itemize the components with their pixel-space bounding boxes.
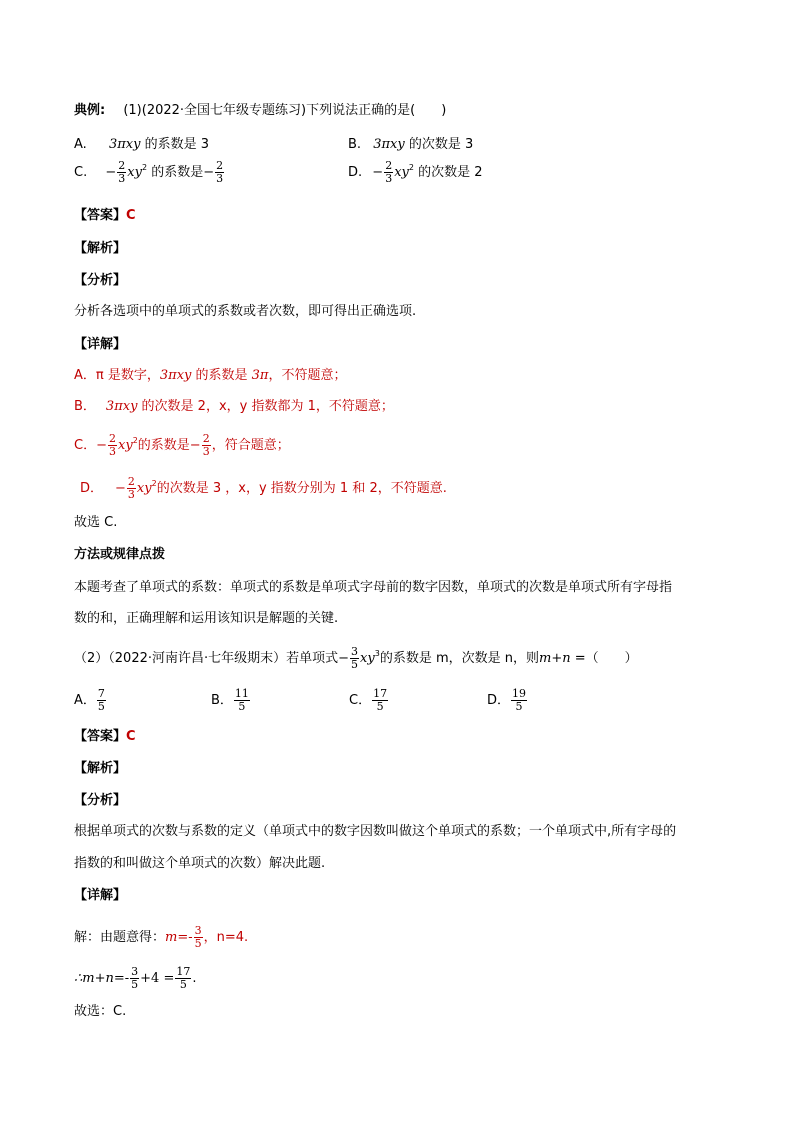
option-b: B. 3πxy 的次数是 3 [348,137,474,152]
fenxi-1-text: 分析各选项中的单项式的系数或者次数，即可得出正确选项. [74,304,417,319]
detail-1-label: 【详解】 [74,337,127,352]
q2-option-c: C． $\frac{17}{5}$ [349,687,388,713]
fraction: $\frac{2}{3}$ [118,159,126,185]
fraction: $\frac{7}{5}$ [97,687,105,713]
method-line-1: 本题考查了单项式的系数：单项式的系数是单项式字母前的数字因数，单项式的次数是单项式所有字母指 [74,580,673,595]
solution-line-1: 解：由题意得：m=- $\frac{3}{5}$ ，n=4. [74,924,249,950]
method-title: 方法或规律点拨 [74,547,166,562]
fraction: $\frac{2}{3}$ [385,159,393,185]
fenxi-2-line-2: 指数的和叫做这个单项式的次数）解决此题. [74,856,326,871]
q2-option-d: D． $\frac{19}{5}$ [487,687,527,713]
answer-1: 【答案】C [74,208,136,223]
choose-2: 故选：C. [74,1004,127,1019]
fraction: $\frac{11}{5}$ [234,687,249,713]
q2-option-b: B． $\frac{11}{5}$ [211,687,249,713]
solution-line-2: ∴m+n=- $\frac{3}{5}$ +4 = $\frac{17}{5}$ . [74,965,197,991]
fenxi-2-line-1: 根据单项式的次数与系数的定义（单项式中的数字因数叫做这个单项式的系数；一个单项式中,所有字母的 [74,824,677,839]
choose-1: 故选 C. [74,515,118,530]
fraction: $\frac{3}{5}$ [351,645,359,671]
fraction: $\frac{17}{5}$ [176,965,191,991]
q2-option-a: A． $\frac{7}{5}$ [74,687,105,713]
fraction: $\frac{19}{5}$ [512,687,527,713]
fraction: $\frac{3}{5}$ [131,965,139,991]
analysis-1-label: 【解析】 [74,241,127,256]
question-2-stem: （2）（2022·河南许昌·七年级期末）若单项式− $\frac{3}{5}$ $xy^3$的系数是 m，次数是 n，则m+n =（ ） [74,645,638,671]
answer-2: 【答案】C [74,729,136,744]
analysis-2-label: 【解析】 [74,761,127,776]
fraction: $\frac{2}{3}$ [216,159,224,185]
fraction: $\frac{2}{3}$ [108,432,116,458]
detail-1-d: D． − $\frac{2}{3}$ $xy^2$的次数是 3 ，x，y 指数分别为 1 和 2，不符题意. [80,475,447,501]
fenxi-1-label: 【分析】 [74,273,127,288]
option-a: A. 3πxy 的系数是 3 [74,137,209,152]
question-1-text: (1)(2022·全国七年级专题练习)下列说法正确的是( ) [123,103,447,118]
detail-2-label: 【详解】 [74,888,127,903]
fraction: $\frac{3}{5}$ [194,924,202,950]
detail-1-a: A．π 是数字，3πxy 的系数是 3π，不符题意； [74,368,347,383]
option-d: D. − $\frac{2}{3}$ $xy^2$ 的次数是 2 [348,159,483,185]
option-c: C. − $\frac{2}{3}$ $xy^2$ 的系数是− $\frac{2}{3}$ [74,159,224,185]
question-1-stem [74,102,446,120]
detail-1-b: B． 3πxy 的次数是 2，x，y 指数都为 1，不符题意； [74,399,394,414]
method-line-2: 数的和，正确理解和运用该知识是解题的关键. [74,611,339,626]
detail-1-c: C．− $\frac{2}{3}$ $xy^2$的系数是− $\frac{2}{3}$ ，符合题意； [74,432,290,458]
fraction: $\frac{17}{5}$ [373,687,388,713]
fraction: $\frac{2}{3}$ [127,475,135,501]
example-label: 典例: [74,103,106,118]
fraction: $\frac{2}{3}$ [202,432,210,458]
fenxi-2-label: 【分析】 [74,793,127,808]
